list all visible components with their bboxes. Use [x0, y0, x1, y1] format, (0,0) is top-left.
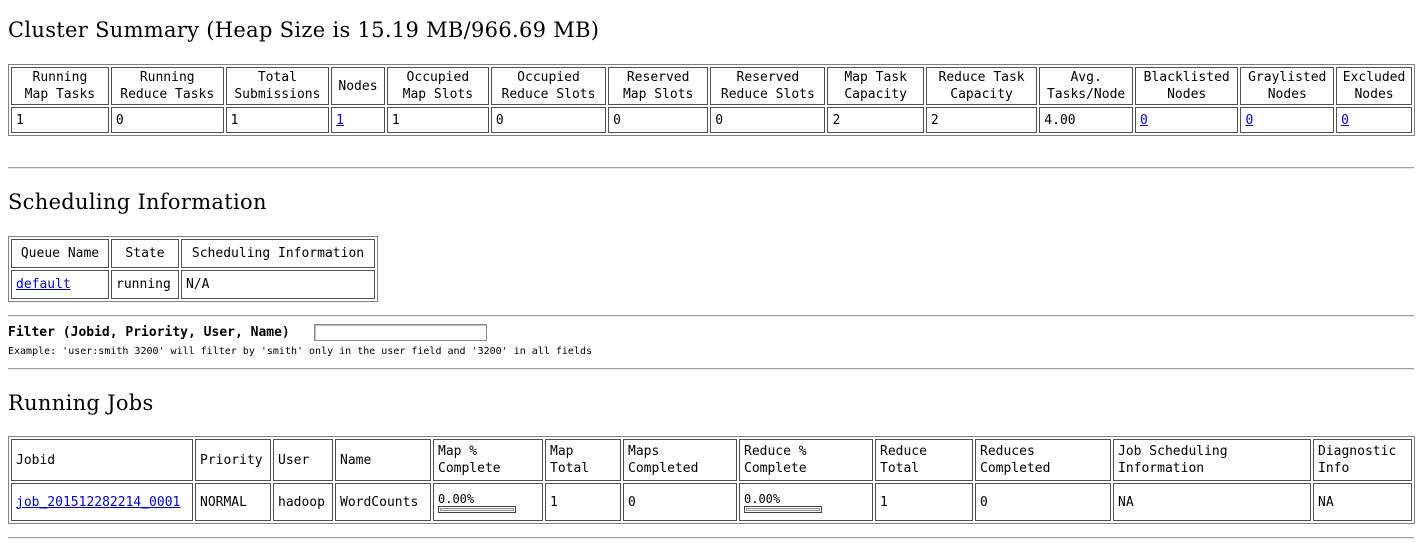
user-value: hadoop — [273, 483, 333, 521]
reduce-complete-pct: 0.00% — [744, 491, 781, 506]
scheduling-row — [11, 270, 375, 299]
col-graylisted-nodes: Graylisted Nodes — [1240, 67, 1334, 105]
job-scheduling-info-value: NA — [1113, 483, 1311, 521]
col-state: State — [111, 239, 179, 268]
col-blacklisted-nodes: Blacklisted Nodes — [1135, 67, 1239, 105]
col-map-total: Map Total — [545, 439, 621, 481]
col-user: User — [273, 439, 333, 481]
col-occupied-map-slots: Occupied Map Slots — [387, 67, 489, 105]
running-jobs-title: Running Jobs — [8, 391, 154, 415]
map-total-value: 1 — [545, 483, 621, 521]
col-diagnostic-info: Diagnostic Info — [1313, 439, 1412, 481]
running-map-tasks-value: 1 — [11, 107, 109, 133]
scheduling-header-row — [11, 239, 375, 268]
map-complete-pct: 0.00% — [438, 491, 475, 506]
col-reduce-pct-complete: Reduce % Complete — [739, 439, 873, 481]
queue-state: running — [111, 270, 179, 299]
jobid-link[interactable]: job_201512282214_0001 — [16, 494, 181, 510]
col-jobid: Jobid — [11, 439, 193, 481]
col-nodes: Nodes — [331, 67, 385, 105]
priority-value: NORMAL — [195, 483, 271, 521]
diagnostic-info-value: NA — [1313, 483, 1412, 521]
scheduling-title: Scheduling Information — [8, 190, 267, 214]
divider — [8, 315, 1414, 317]
queue-default-link[interactable]: default — [16, 277, 71, 292]
col-running-map-tasks: Running Map Tasks — [11, 67, 109, 105]
col-reserved-reduce-slots: Reserved Reduce Slots — [710, 67, 825, 105]
queue-scheduling-info: N/A — [181, 270, 375, 299]
col-name: Name — [335, 439, 431, 481]
reserved-map-slots-value: 0 — [608, 107, 708, 133]
map-complete-cell — [433, 483, 543, 521]
reduce-task-capacity-value: 2 — [926, 107, 1037, 133]
queue-name-cell — [11, 270, 109, 299]
blacklisted-nodes-cell — [1135, 107, 1239, 133]
col-job-scheduling-information: Job Scheduling Information — [1113, 439, 1311, 481]
col-reserved-map-slots: Reserved Map Slots — [608, 67, 708, 105]
col-excluded-nodes: Excluded Nodes — [1336, 67, 1412, 105]
col-total-submissions: Total Submissions — [226, 67, 330, 105]
col-reduce-total: Reduce Total — [875, 439, 973, 481]
map-progress-bar — [438, 506, 516, 513]
reduce-total-value: 1 — [875, 483, 973, 521]
total-submissions-value: 1 — [226, 107, 330, 133]
col-maps-completed: Maps Completed — [623, 439, 737, 481]
map-task-capacity-value: 2 — [827, 107, 923, 133]
col-queue-name: Queue Name — [11, 239, 109, 268]
nodes-link[interactable]: 1 — [336, 112, 344, 128]
reduce-complete-cell — [739, 483, 873, 521]
excluded-nodes-link[interactable]: 0 — [1341, 112, 1349, 128]
col-reduces-completed: Reduces Completed — [975, 439, 1111, 481]
cluster-summary-table — [8, 64, 1415, 136]
excluded-nodes-cell — [1336, 107, 1412, 133]
divider — [8, 167, 1414, 169]
graylisted-nodes-link[interactable]: 0 — [1245, 112, 1254, 128]
graylisted-nodes-cell — [1240, 107, 1334, 133]
col-scheduling-information: Scheduling Information — [181, 239, 375, 268]
blacklisted-nodes-link[interactable]: 0 — [1139, 112, 1148, 128]
occupied-map-slots-value: 1 — [387, 107, 489, 133]
divider — [8, 368, 1414, 370]
running-reduce-tasks-value: 0 — [111, 107, 224, 133]
occupied-reduce-slots-value: 0 — [491, 107, 606, 133]
nodes-cell — [331, 107, 385, 133]
map-progress-track — [440, 508, 514, 511]
col-reduce-task-capacity: Reduce Task Capacity — [926, 67, 1037, 105]
reduce-progress-bar — [744, 506, 822, 513]
running-jobs-header-row — [11, 439, 1412, 481]
filter-example: Example: 'user:smith 3200' will filter by 'smith' only in the user field and '3200' in all fields — [8, 346, 592, 357]
cluster-summary-title: Cluster Summary (Heap Size is 15.19 MB/966.69 MB) — [8, 18, 600, 42]
name-value: WordCounts — [335, 483, 431, 521]
col-priority: Priority — [195, 439, 271, 481]
avg-tasks-node-value: 4.00 — [1039, 107, 1133, 133]
table-row — [11, 483, 1412, 521]
scheduling-table — [8, 236, 378, 302]
reduce-progress-track — [746, 508, 820, 511]
col-running-reduce-tasks: Running Reduce Tasks — [111, 67, 224, 105]
maps-completed-value: 0 — [623, 483, 737, 521]
filter-label: Filter (Jobid, Priority, User, Name) — [8, 325, 290, 340]
filter-input[interactable] — [314, 324, 487, 341]
col-map-task-capacity: Map Task Capacity — [827, 67, 923, 105]
cluster-summary-header-row — [11, 67, 1412, 105]
col-occupied-reduce-slots: Occupied Reduce Slots — [491, 67, 606, 105]
reserved-reduce-slots-value: 0 — [710, 107, 825, 133]
reduces-completed-value: 0 — [975, 483, 1111, 521]
running-jobs-table — [8, 436, 1415, 524]
jobid-cell — [11, 483, 193, 521]
cluster-summary-value-row — [11, 107, 1412, 133]
col-map-pct-complete: Map % Complete — [433, 439, 543, 481]
col-avg-tasks-node: Avg. Tasks/Node — [1039, 67, 1133, 105]
divider — [8, 537, 1414, 539]
